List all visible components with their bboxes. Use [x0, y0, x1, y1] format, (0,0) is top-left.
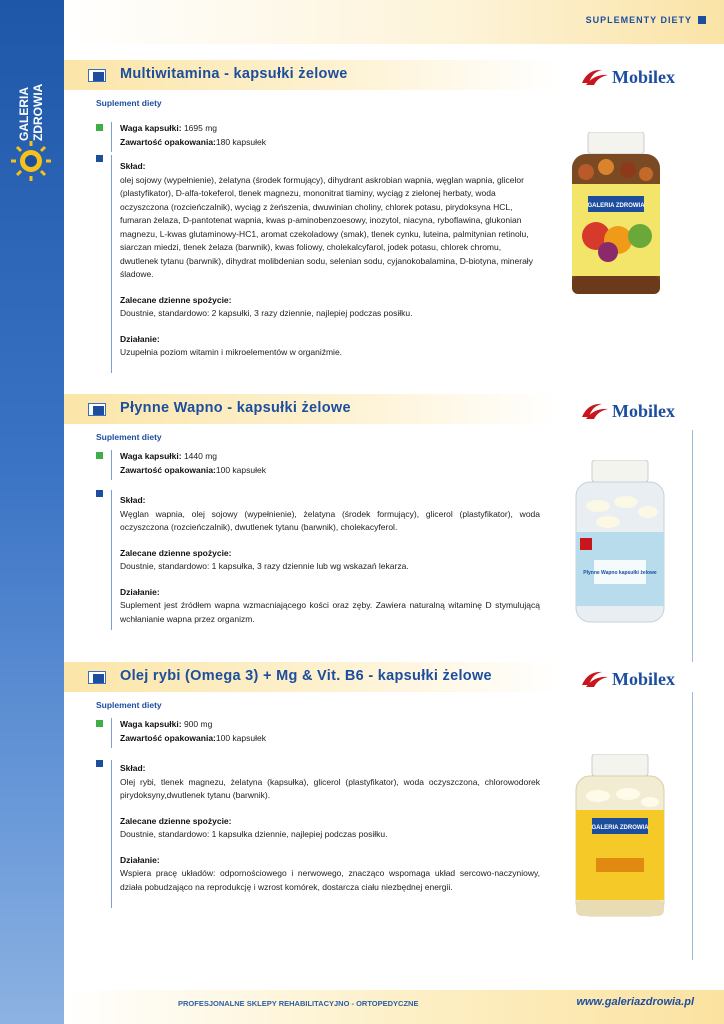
ingredients-label: Skład:	[120, 495, 146, 505]
footer-banner	[64, 990, 724, 1024]
divider	[111, 718, 112, 748]
product-bottle-image	[570, 460, 670, 630]
ingredients-text: Węglan wapnia, olej sojowy (wypełnienie), żelatyna (środek formujący), glicerol (plastyfikator), woda oczyszczona (rozcieńczalnik), dwutlenek tytanu (barwnik), cholekacyferol.	[120, 508, 540, 532]
product-specs	[120, 450, 540, 477]
product-bottle-image	[570, 754, 670, 924]
weight-label: Waga kapsułki:	[120, 451, 182, 461]
mobilex-logo	[580, 64, 690, 88]
bottle-label-text: GALERIA ZDROWIA	[591, 825, 649, 831]
mobilex-logo	[580, 398, 690, 422]
mobilex-wordmark: Mobilex	[612, 669, 675, 689]
sidebar-band	[0, 0, 64, 1024]
product-details	[120, 160, 538, 360]
product-subtitle: Suplement diety	[96, 700, 162, 710]
ingredients-text: Olej rybi, tlenek magnezu, żelatyna (kapsułka), glicerol (plastyfikator), woda oczyszczona, chlorowodorek pirydoksyny,dwutlenek tytanu (barwnik).	[120, 776, 540, 800]
galeria-zdrowia-logo	[6, 36, 56, 186]
product-details	[120, 762, 540, 894]
divider	[111, 760, 112, 908]
product-title: Olej rybi (Omega 3) + Mg & Vit. B6 - kapsułki żelowe	[120, 668, 492, 684]
brand-line1: GALERIA	[17, 87, 31, 141]
pack-value: 180 kapsułek	[215, 136, 266, 147]
dosage-label: Zalecane dzienne spożycie:	[120, 815, 232, 826]
product-section-3	[64, 662, 724, 952]
weight-value: 900 mg	[181, 719, 213, 729]
header-marker-icon	[88, 403, 106, 416]
action-text: Wspiera pracę układów: odpornościowego i nerwowego, znacząco wspomaga układ sercowo-naczyniowy, działa pobudzająco na reprodukcję i wzrost komórek, dostarcza ciału niezbędnej energii.	[120, 868, 540, 892]
green-bullet-icon	[96, 720, 103, 727]
mobilex-logo	[580, 666, 690, 690]
dosage-label: Zalecane dzienne spożycie:	[120, 294, 232, 305]
header-marker-icon	[88, 671, 106, 684]
weight-value: 1695 mg	[181, 123, 218, 133]
product-section-2	[64, 394, 724, 644]
action-text: Suplement jest źródłem wapna wzmacniającego kości oraz zęby. Zawiera naturalną witaminę D stymulującą wchłanianie wapna przez organizm.	[120, 600, 540, 624]
top-banner	[64, 0, 724, 44]
footer-tagline: PROFESJONALNE SKLEPY REHABILITACYJNO - ORTOPEDYCZNE	[178, 999, 419, 1008]
pack-label: Zawartość opakowania:	[120, 136, 216, 147]
brand-line2: ZDROWIA	[31, 83, 45, 141]
product-header	[64, 60, 724, 90]
blue-bullet-icon	[96, 155, 103, 162]
divider	[111, 122, 112, 152]
bottle-label-text: Płynne Wapno kapsułki żelowe	[583, 570, 657, 576]
green-bullet-icon	[96, 452, 103, 459]
dosage-text: Doustnie, standardowo: 2 kapsułki, 3 razy dziennie, najlepiej podczas posiłku.	[120, 308, 413, 318]
action-label: Działanie:	[120, 586, 160, 597]
product-subtitle: Suplement diety	[96, 98, 162, 108]
mobilex-wordmark: Mobilex	[612, 67, 675, 87]
divider	[111, 155, 112, 373]
product-header	[64, 394, 724, 424]
action-text: Uzupełnia poziom witamin i mikroelementów w organiźmie.	[120, 347, 343, 357]
action-label: Działanie:	[120, 333, 160, 344]
product-specs	[120, 718, 540, 745]
product-title: Multiwitamina - kapsułki żelowe	[120, 66, 348, 82]
category-label: SUPLEMENTY DIETY	[586, 15, 706, 25]
blue-bullet-icon	[96, 760, 103, 767]
product-specs	[120, 122, 540, 149]
product-subtitle: Suplement diety	[96, 432, 162, 442]
header-marker-icon	[88, 69, 106, 82]
mobilex-wordmark: Mobilex	[612, 401, 675, 421]
action-label: Działanie:	[120, 854, 160, 865]
weight-label: Waga kapsułki:	[120, 719, 182, 729]
product-header	[64, 662, 724, 692]
footer-url[interactable]: www.galeriazdrowia.pl	[576, 996, 694, 1008]
bottle-label-text: GALERIA ZDROWIA	[587, 203, 645, 209]
divider	[111, 490, 112, 630]
pack-value: 100 kapsułek	[215, 464, 266, 475]
pack-label: Zawartość opakowania:	[120, 732, 216, 743]
divider	[111, 450, 112, 480]
product-details	[120, 494, 540, 626]
product-bottle-image	[566, 132, 666, 302]
ingredients-text: olej sojowy (wypełnienie), żelatyna (środek formujący), dihydrant askrobian wapnia, węglan wapnia, glicelor (plastyfikator), D-alfa-tokeferol, tlenek magnezu, mononitrat tiaminy, wyciąg z zielonej herbaty, woda oczyszczona (rozcieńczalnik), wyciąg z żeńszenia, dwuwinian choliny, chlorek potasu, pirydoksyna HCL, fumaran żelaza, D-pantotenat wapnia, kwas p-aminobenzoesowy, inozytol, niacyna, ryboflawina, glukonian magnezu, L-kwas glutaminowy-HC1, aromat czekoladowy (smak), tlenek cynku, luteina, palmitynian retinolu, siarczan miedzi, tlenek żelaza (barwnik), kwas foliowy, cholekalcyfarol, jodek potasu, chlorek chromu, dwutlenek tytanu (barwnik), dihydrat molibdenian sodu, selenian sodu, cyjanokobalamina, D-biotyna, minerały śladowe.	[120, 174, 533, 279]
pack-label: Zawartość opakowania:	[120, 464, 216, 475]
dosage-text: Doustnie, standardowo: 1 kapsułka dziennie, najlepiej podczas posiłku.	[120, 829, 388, 839]
green-bullet-icon	[96, 124, 103, 131]
product-section-1	[64, 60, 724, 380]
ingredients-label: Skład:	[120, 161, 146, 171]
product-title: Płynne Wapno - kapsułki żelowe	[120, 400, 351, 416]
ingredients-label: Skład:	[120, 763, 146, 773]
dosage-text: Doustnie, standardowo: 1 kapsułka, 3 razy dziennie lub wg wskazań lekarza.	[120, 561, 409, 571]
weight-label: Waga kapsułki:	[120, 123, 182, 133]
blue-bullet-icon	[96, 490, 103, 497]
dosage-label: Zalecane dzienne spożycie:	[120, 547, 232, 558]
weight-value: 1440 mg	[181, 451, 218, 461]
pack-value: 100 kapsułek	[215, 732, 266, 743]
